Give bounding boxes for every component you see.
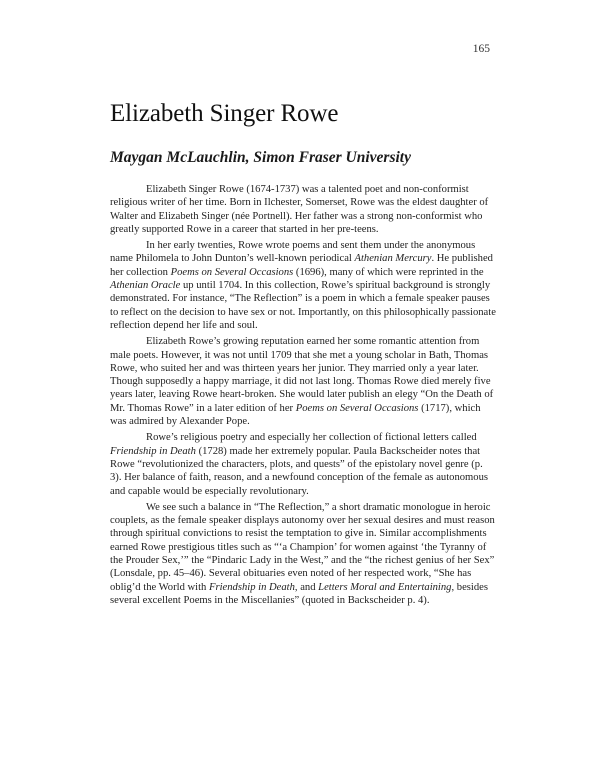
page-number: 165	[472, 43, 490, 55]
article-body	[110, 183, 496, 610]
text-run: Elizabeth Rowe’s growing reputation earned her some romantic attention from male poets. However, it was not until 1709 that she met a young scholar in Bath, Thomas Rowe, who suited her and was thirteen years her junior. They married only a year later. Though supposedly a happy marriage, it did not last long. Thomas Rowe died merely five years later, leaving Rowe heart-broken. She would later publish an elegy “On the Death of Mr. Thomas Rowe” in a later edition of her	[110, 336, 494, 414]
italic-title: Athenian Oracle	[110, 280, 181, 292]
text-run: Elizabeth Singer Rowe (1674-1737) was a talented poet and non-conformist religious writer of her time. Born in Ilchester, Somerset, Rowe was the eldest daughter of Walter and Elizabeth Singer (née Portnell). Her father was a strong non-conformist who greatly supported Rowe in a career that started in her pre-teens.	[110, 184, 489, 235]
text-run: up until 1704. In this collection, Rowe’s spiritual background is strongly demonstrated. For instance, “The Reflection” is a poem in which a female speaker pauses to reflect on the decision to have sex or not. Importantly, on this philosophically passionate reflection depend her life and soul.	[110, 280, 496, 331]
italic-title: Poems on Several Occasions	[170, 266, 294, 278]
italic-title: Poems on Several Occasions	[295, 402, 419, 414]
text-run: (1696), many of which were reprinted in the	[293, 266, 484, 278]
text-run: Rowe’s religious poetry and especially her collection of fictional letters called	[146, 432, 477, 444]
article-title: Elizabeth Singer Rowe	[110, 100, 339, 127]
italic-title: Athenian Mercury	[354, 253, 432, 265]
body-paragraph	[110, 239, 496, 332]
body-paragraph	[110, 335, 496, 428]
text-run: . He published her collection	[110, 253, 493, 278]
body-paragraph	[110, 431, 496, 497]
italic-title: Letters Moral and Entertaining	[318, 581, 452, 593]
author-byline: Maygan McLauchlin, Simon Fraser University	[110, 149, 411, 166]
italic-title: Friendship in Death	[110, 445, 196, 457]
text-run: (1717), which was admired by Alexander Pope.	[110, 402, 481, 428]
text-run: We see such a balance in “The Reflection,” a short dramatic monologue in heroic couplets, as the female speaker displays autonomy over her sexual desires and must reason through spiritual convictions to resist the temptation to give in. Similar accomplishments earned Rowe prestigious titles such as “‘a Champion’ for women against ‘the Tyranny of the Prouder Sex,’” the “Pindaric Lady in the West,” and the “the richest genius of her Sex” (Lonsdale, pp. 45–46). Several obituaries even noted of her respected work, “She has oblig’d the World with	[110, 501, 495, 593]
body-paragraph	[110, 501, 496, 607]
text-run: , and	[294, 581, 319, 593]
text-run: (1728) made her extremely popular. Paula Backscheider notes that Rowe “revolutionized the characters, plots, and quests” of the epistolary novel genre (p. 3). Her balance of faith, reason, and a newfound conception of the female as autonomous and capable would be especially revolutionary.	[110, 445, 488, 497]
text-run: , besides several excellent Poems in the Miscellanies” (quoted in Backscheider p. 4).	[110, 581, 488, 606]
body-paragraph	[110, 183, 496, 236]
text-run: In her early twenties, Rowe wrote poems and sent them under the anonymous name Philomela to John Dunton’s well-known periodical	[110, 240, 476, 265]
italic-title: Friendship in Death	[209, 581, 295, 593]
